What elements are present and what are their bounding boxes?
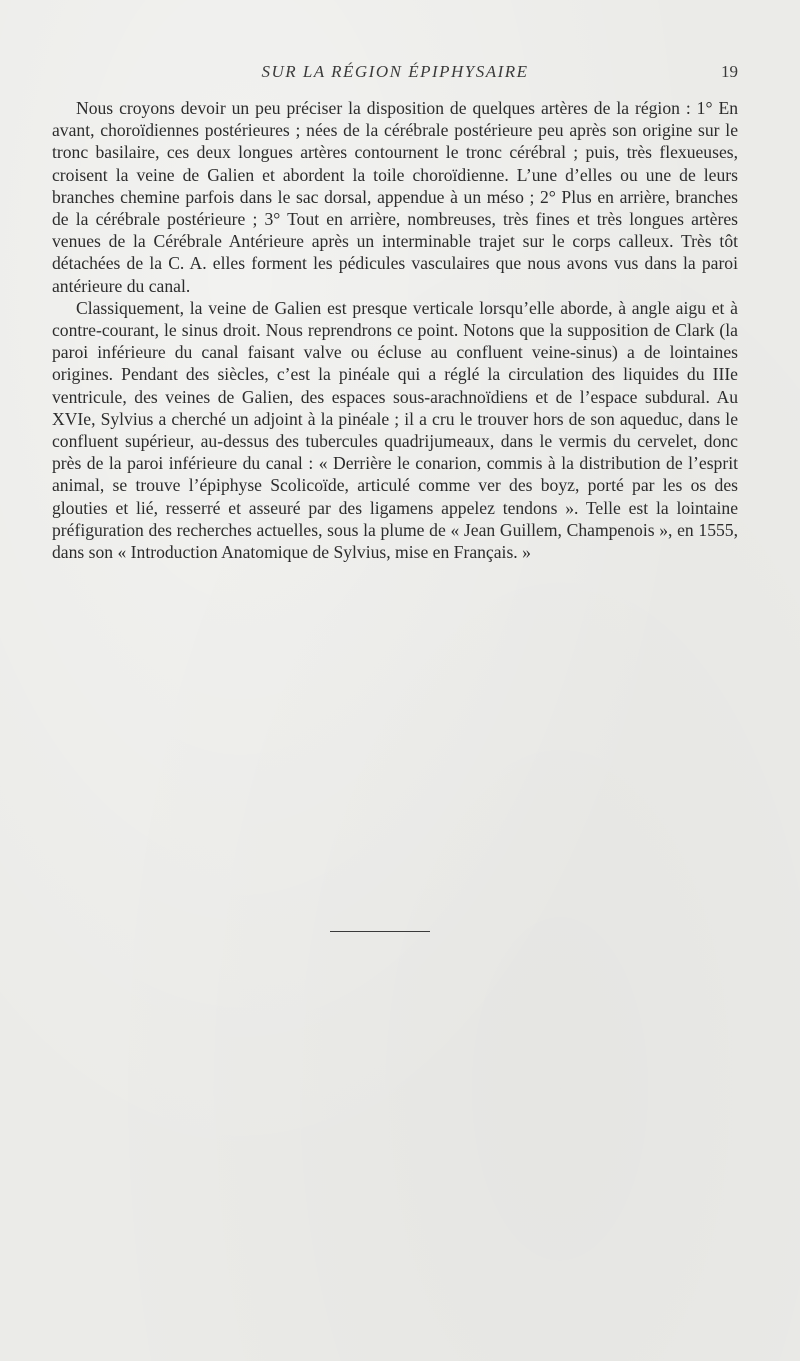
paragraph: Classiquement, la veine de Galien est presque verticale lorsqu’elle aborde, à angle aigu et à contre-courant, le sinus droit. Nous reprendrons ce point. Notons que la supposition de Clark (la paroi inférieure du canal faisant valve ou écluse au confluent veine-sinus) a de lointaines origines. Pendant des siècles, c’est la pinéale qui a réglé la circulation des liquides du IIIe ventricule, des veines de Galien, des espaces sous-arachnoïdiens et de l’espace subdural. Au XVIe, Sylvius a cherché un adjoint à la pinéale ; il a cru le trouver hors de son aqueduc, dans le confluent supérieur, au-dessus des tubercules quadrijumeaux, dans le vermis du cervelet, donc près de la paroi inférieure du canal : « Derrière le conarion, commis à la distribution de l’esprit animal, se trouve l’épiphyse Scolicoïde, articulé comme ver des boyz, porté par les os des glouties et lié, resserré et asseuré par des ligamens appelez tendons ». Telle est la lointaine préfiguration des recherches actuelles, sous la plume de « Jean Guillem, Champenois », en 1555, dans son « Introduction Anatomique de Sylvius, mise en Français. »	[52, 297, 738, 563]
section-divider	[330, 931, 430, 932]
running-title: SUR LA RÉGION ÉPIPHYSAIRE	[261, 62, 529, 81]
body-text	[52, 97, 738, 563]
running-head	[52, 62, 738, 88]
page-number: 19	[721, 62, 738, 81]
paragraph: Nous croyons devoir un peu préciser la disposition de quelques artères de la région : 1° En avant, choroïdiennes postérieures ; nées de la cérébrale postérieure peu après son origine sur le tronc basilaire, ces deux longues artères contournent le tronc cérébral ; puis, très flexueuses, croisent la veine de Galien et abordent la toile choroïdienne. L’une d’elles ou une de leurs branches chemine parfois dans le sac dorsal, appendue à un méso ; 2° Plus en arrière, branches de la cérébrale postérieure ; 3° Tout en arrière, nombreuses, très fines et très longues artères venues de la Cérébrale Antérieure après un interminable trajet sur le corps calleux. Très tôt détachées de la C. A. elles forment les pédicules vasculaires que nous avons vus dans la paroi antérieure du canal.	[52, 98, 738, 296]
